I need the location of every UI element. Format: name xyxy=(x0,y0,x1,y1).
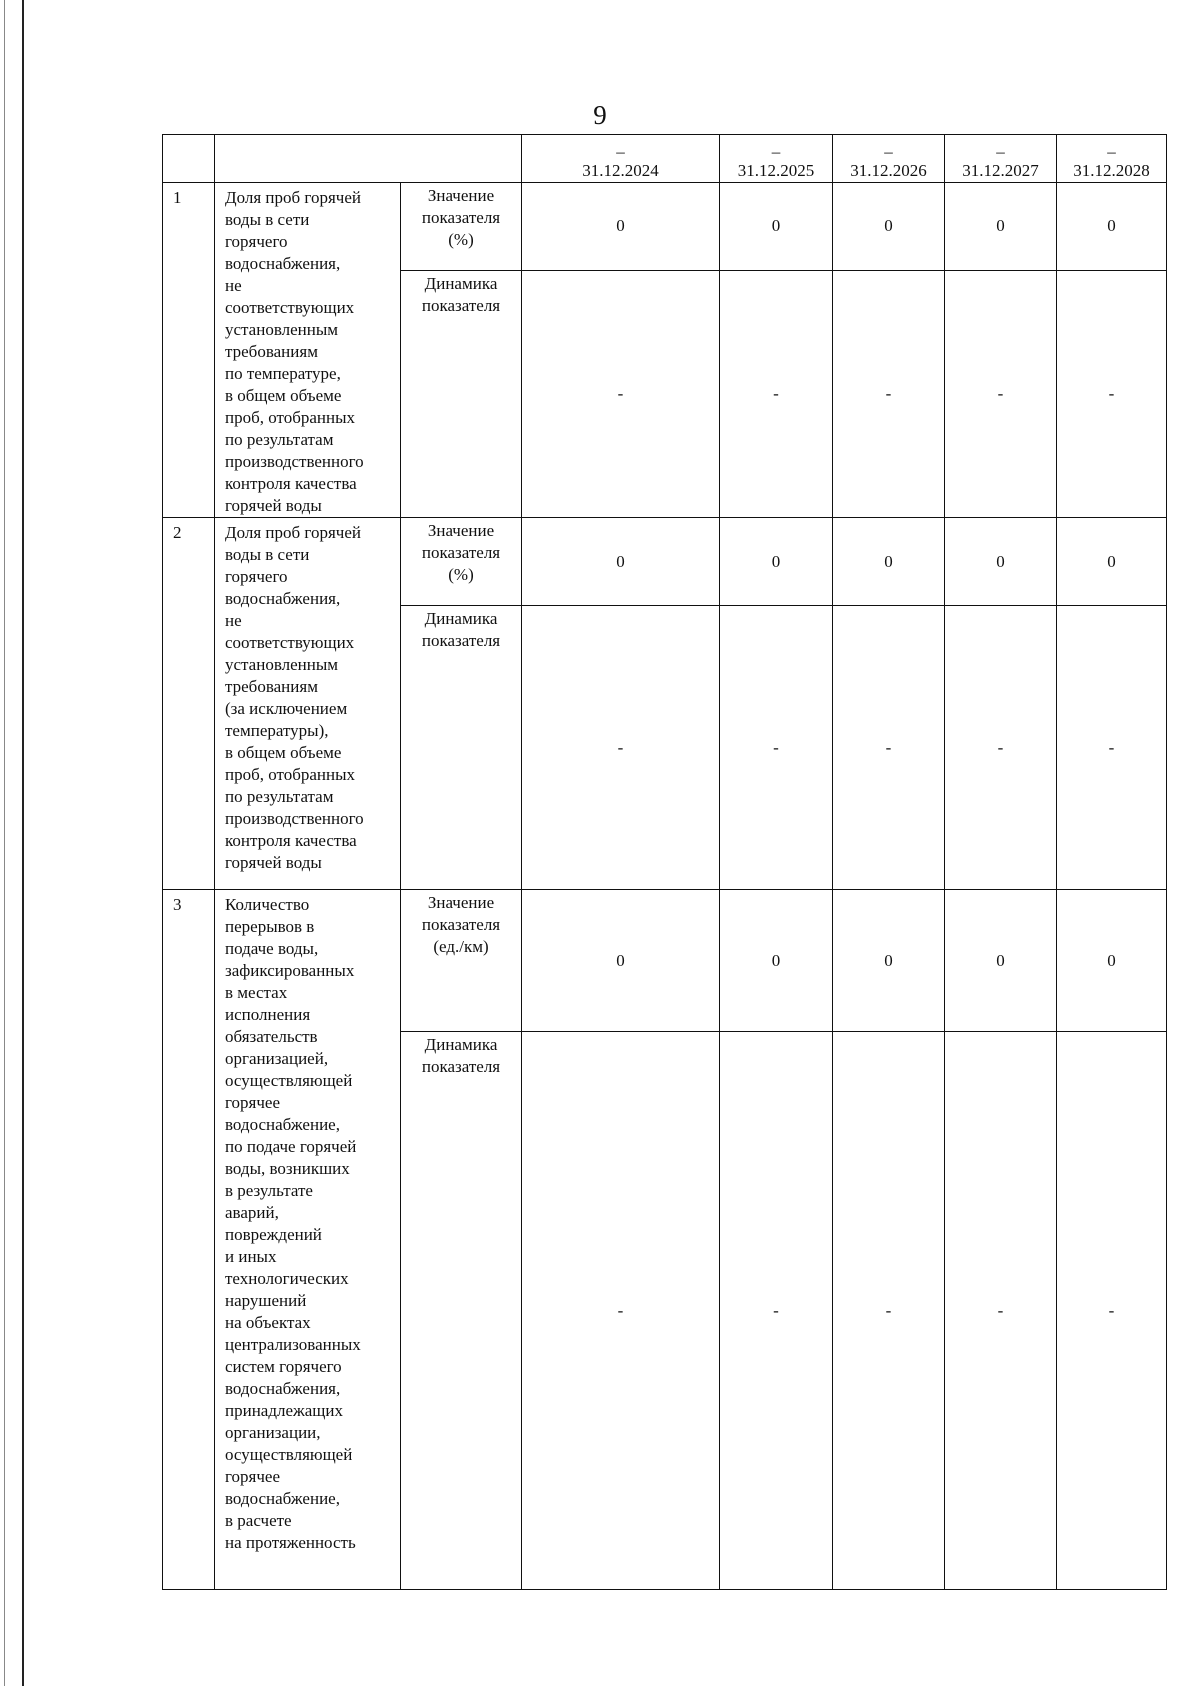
description-line: горячее xyxy=(225,1467,281,1486)
description-line: организации, xyxy=(225,1423,321,1442)
indicator-value: 0 xyxy=(720,890,833,1032)
date-label: 31.12.2027 xyxy=(962,161,1039,180)
description-line: централизованных xyxy=(225,1335,361,1354)
description-line: по результатам xyxy=(225,787,334,806)
date-dash: – xyxy=(996,142,1005,161)
description-line: водоснабжения, xyxy=(225,254,341,273)
value-label xyxy=(401,890,522,1032)
description-line: Доля проб горячей xyxy=(225,188,361,207)
indicator-value: 0 xyxy=(1057,518,1167,606)
dynamics-label-line: Динамика xyxy=(424,1035,498,1054)
indicator-value-row xyxy=(163,518,1167,606)
dynamics-value: - xyxy=(522,270,720,517)
dynamics-value: - xyxy=(1057,606,1167,890)
header-num-cell xyxy=(163,135,215,183)
description-line: перерывов в xyxy=(225,917,315,936)
description-line: по температуре, xyxy=(225,364,341,383)
dynamics-label-line: показателя xyxy=(421,1057,501,1076)
description-line: температуры), xyxy=(225,721,329,740)
dynamics-label-line: показателя xyxy=(421,295,501,315)
description-line: в результате xyxy=(225,1181,313,1200)
table-body xyxy=(163,135,1167,1590)
description-line: контроля качества xyxy=(225,831,357,850)
dynamics-label xyxy=(401,270,522,517)
description-line: проб, отобранных xyxy=(225,765,356,784)
header-row xyxy=(163,135,1167,183)
header-date-cell xyxy=(1057,135,1167,183)
description-line: требованиям xyxy=(225,342,318,361)
description-line: горячее xyxy=(225,1093,281,1112)
dynamics-value: - xyxy=(522,1032,720,1590)
indicator-value: 0 xyxy=(945,518,1057,606)
page-number: 9 xyxy=(593,100,607,130)
binding-line xyxy=(22,0,24,1686)
value-label-line: Значение xyxy=(427,521,495,540)
value-label xyxy=(401,518,522,606)
dynamics-value: - xyxy=(833,270,945,517)
value-label-line: (%) xyxy=(448,565,474,584)
description-line: воды в сети xyxy=(225,545,310,564)
dynamics-value: - xyxy=(522,606,720,890)
indicator-value-row xyxy=(163,183,1167,271)
value-label-line: Значение xyxy=(427,186,495,205)
indicator-value: 0 xyxy=(720,183,833,271)
description-line: контроля качества xyxy=(225,474,357,493)
dynamics-value: - xyxy=(945,270,1057,517)
description-line: систем горячего xyxy=(225,1357,342,1376)
description-line: соответствующих xyxy=(225,633,355,652)
dynamics-label xyxy=(401,606,522,890)
description-line: технологических xyxy=(225,1269,349,1288)
dynamics-value: - xyxy=(833,1032,945,1590)
value-label xyxy=(401,183,522,271)
dynamics-label-line: Динамика xyxy=(424,273,498,293)
description-line: исполнения xyxy=(225,1005,311,1024)
dynamics-value: - xyxy=(1057,1032,1167,1590)
description-line: не xyxy=(225,611,242,630)
description-line: соответствующих xyxy=(225,298,355,317)
description-line: осуществляющей xyxy=(225,1445,353,1464)
description-line: установленным xyxy=(225,655,339,674)
dynamics-value: - xyxy=(720,606,833,890)
description-line: подаче воды, xyxy=(225,939,319,958)
description-line: по результатам xyxy=(225,430,334,449)
header-date-cell xyxy=(945,135,1057,183)
indicator-value: 0 xyxy=(833,183,945,271)
description-line: повреждений xyxy=(225,1225,322,1244)
indicator-value: 0 xyxy=(833,518,945,606)
description-line: горячего xyxy=(225,232,288,251)
description-line: на протяженность xyxy=(225,1533,356,1552)
description-line: в расчете xyxy=(225,1511,292,1530)
indicator-value: 0 xyxy=(945,183,1057,271)
description-line: и иных xyxy=(225,1247,277,1266)
date-dash: – xyxy=(1107,142,1116,161)
date-label: 31.12.2028 xyxy=(1073,161,1150,180)
description-line: производственного xyxy=(225,452,364,471)
indicator-value-row xyxy=(163,890,1167,1032)
date-label: 31.12.2024 xyxy=(582,161,659,180)
value-label-line: (ед./км) xyxy=(433,937,489,956)
indicator-value: 0 xyxy=(1057,183,1167,271)
value-label-line: показателя xyxy=(421,915,501,934)
dynamics-value: - xyxy=(945,1032,1057,1590)
dynamics-label-line: Динамика xyxy=(424,609,498,628)
row-number: 1 xyxy=(163,183,215,518)
header-date-cell xyxy=(522,135,720,183)
indicator-value: 0 xyxy=(522,183,720,271)
row-number: 3 xyxy=(163,890,215,1590)
description-line: производственного xyxy=(225,809,364,828)
dynamics-value: - xyxy=(945,606,1057,890)
indicator-description xyxy=(215,183,401,518)
description-line: горячей воды xyxy=(225,496,322,515)
indicator-description xyxy=(215,518,401,890)
description-line: не xyxy=(225,276,242,295)
indicator-value: 0 xyxy=(522,890,720,1032)
row-number: 2 xyxy=(163,518,215,890)
page-edge-line xyxy=(4,0,5,1686)
dynamics-label xyxy=(401,1032,522,1590)
dynamics-value: - xyxy=(833,606,945,890)
indicator-value: 0 xyxy=(1057,890,1167,1032)
description-line: (за исключением xyxy=(225,699,348,718)
description-line: водоснабжение, xyxy=(225,1115,340,1134)
indicators-table xyxy=(162,134,1167,1590)
description-line: по подаче горячей xyxy=(225,1137,357,1156)
description-line: аварий, xyxy=(225,1203,279,1222)
value-label-line: (%) xyxy=(448,230,474,249)
value-label-line: показателя xyxy=(421,543,501,562)
description-line: осуществляющей xyxy=(225,1071,353,1090)
description-line: воды в сети xyxy=(225,210,310,229)
indicator-description xyxy=(215,890,401,1590)
description-line: принадлежащих xyxy=(225,1401,343,1420)
description-line: на объектах xyxy=(225,1313,311,1332)
description-line: горячей воды xyxy=(225,853,322,872)
indicator-value: 0 xyxy=(833,890,945,1032)
description-line: Доля проб горячей xyxy=(225,523,361,542)
indicator-value: 0 xyxy=(720,518,833,606)
dynamics-label-line: показателя xyxy=(421,631,501,650)
date-label: 31.12.2025 xyxy=(737,161,815,180)
header-date-cell xyxy=(720,135,833,183)
description-line: обязательств xyxy=(225,1027,318,1046)
value-label-line: Значение xyxy=(427,893,495,912)
description-line: зафиксированных xyxy=(225,961,355,980)
indicator-value: 0 xyxy=(522,518,720,606)
header-desc-cell xyxy=(215,135,522,183)
description-line: водоснабжения, xyxy=(225,1379,341,1398)
header-date-cell xyxy=(833,135,945,183)
date-dash: – xyxy=(771,142,781,161)
description-line: нарушений xyxy=(225,1291,307,1310)
dynamics-value: - xyxy=(720,270,833,517)
date-label: 31.12.2026 xyxy=(850,161,927,180)
description-line: водоснабжения, xyxy=(225,589,341,608)
description-line: горячего xyxy=(225,567,288,586)
value-label-line: показателя xyxy=(421,208,501,227)
indicator-value: 0 xyxy=(945,890,1057,1032)
description-line: в местах xyxy=(225,983,288,1002)
description-line: воды, возникших xyxy=(225,1159,350,1178)
dynamics-value: - xyxy=(720,1032,833,1590)
dynamics-value: - xyxy=(1057,270,1167,517)
description-line: установленным xyxy=(225,320,339,339)
description-line: водоснабжение, xyxy=(225,1489,340,1508)
description-line: проб, отобранных xyxy=(225,408,356,427)
description-line: в общем объеме xyxy=(225,386,342,405)
date-dash: – xyxy=(884,142,893,161)
description-line: Количество xyxy=(225,895,310,914)
description-line: в общем объеме xyxy=(225,743,342,762)
description-line: организацией, xyxy=(225,1049,329,1068)
date-dash: – xyxy=(616,142,625,161)
description-line: требованиям xyxy=(225,677,318,696)
